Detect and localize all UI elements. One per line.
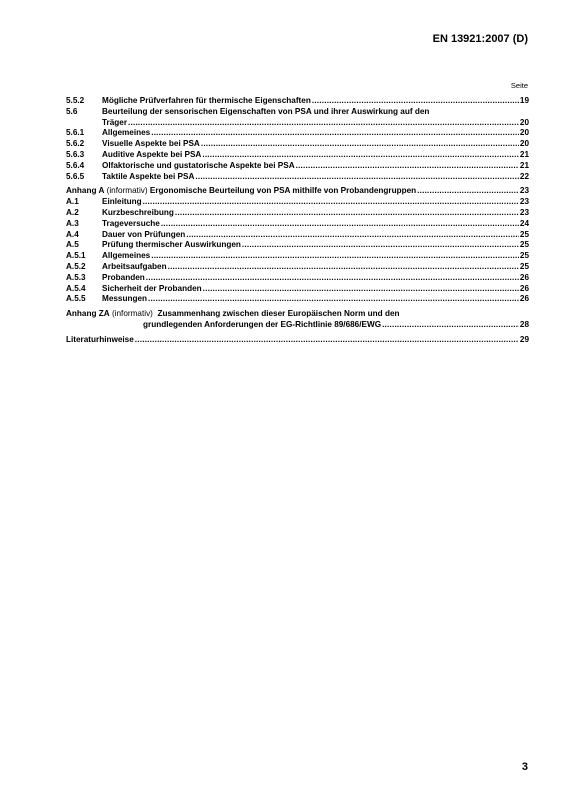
toc-title: Auditive Aspekte bei PSA	[102, 149, 202, 159]
toc-page: 21	[519, 149, 529, 159]
toc-number: A.3	[66, 218, 79, 228]
annex-informative-text: (informativ)	[111, 309, 153, 319]
toc-title: Literaturhinweise	[66, 334, 134, 344]
toc-number: A.5.3	[66, 272, 86, 282]
toc-number: A.5.5	[66, 294, 86, 304]
toc-number: 5.6.1	[66, 128, 85, 138]
leader-dots	[203, 284, 519, 295]
leader-dots	[146, 273, 519, 284]
leader-dots	[168, 262, 519, 273]
toc-number: A.4	[66, 229, 79, 239]
toc-page: 23	[519, 207, 529, 217]
toc-title: Arbeitsaufgaben	[102, 261, 167, 271]
annex-prefix: Anhang ZA	[66, 309, 110, 319]
toc-title: Kurzbeschreibung	[102, 207, 174, 217]
toc-entry-5-6-3[interactable]	[66, 150, 529, 161]
toc-entry-a-5-4[interactable]	[66, 284, 529, 295]
toc-number: 5.6.2	[66, 139, 85, 149]
toc-entry-a-1[interactable]	[66, 197, 529, 208]
toc-entry-a-5[interactable]	[66, 240, 529, 251]
toc-page: 23	[519, 186, 529, 196]
leader-dots	[195, 172, 519, 183]
toc-entry-annex-za[interactable]	[66, 309, 529, 331]
leader-dots	[417, 186, 519, 197]
toc-page: 22	[519, 171, 529, 181]
toc-number: A.2	[66, 207, 79, 217]
leader-dots	[143, 197, 519, 208]
toc-entry-annex-a[interactable]	[66, 186, 529, 197]
toc-page: 25	[519, 229, 529, 239]
toc-title: Trageversuche	[102, 218, 160, 228]
toc-number: A.5.1	[66, 251, 86, 261]
annex-informative-text: (informativ)	[106, 186, 148, 196]
toc-number: A.5.2	[66, 261, 86, 271]
toc-page: 23	[519, 197, 529, 207]
toc-entry-a-5-3[interactable]	[66, 273, 529, 284]
table-of-contents	[66, 96, 529, 346]
annex-prefix: Anhang A	[66, 186, 105, 196]
toc-entry-5-6-1[interactable]	[66, 128, 529, 139]
toc-page: 26	[519, 294, 529, 304]
toc-title-line1: Beurteilung der sensorischen Eigenschaften von PSA und ihrer Auswirkung auf den	[102, 106, 430, 116]
toc-title: Ergonomische Beurteilung von PSA mithilfe von Probandengruppen	[149, 186, 417, 196]
toc-entry-a-2[interactable]	[66, 208, 529, 219]
seite-label: Seite	[510, 81, 528, 90]
toc-title: Allgemeines	[102, 128, 151, 138]
toc-title: Dauer von Prüfungen	[102, 229, 186, 239]
toc-entry-a-5-2[interactable]	[66, 262, 529, 273]
toc-page: 24	[519, 218, 529, 228]
leader-dots	[201, 139, 519, 150]
toc-number: A.5.4	[66, 283, 86, 293]
toc-entry-5-6[interactable]	[66, 107, 529, 129]
toc-page: 25	[519, 251, 529, 261]
leader-dots	[242, 240, 519, 251]
toc-entry-5-5-2[interactable]	[66, 96, 529, 107]
annex-informative	[104, 186, 150, 197]
leader-dots	[296, 161, 519, 172]
leader-dots	[382, 320, 519, 331]
leader-dots	[151, 128, 519, 139]
page-number: 3	[521, 761, 528, 773]
toc-title: Einleitung	[102, 197, 142, 207]
toc-title: grundlegenden Anforderungen der EG-Richtlinie 89/686/EWG	[143, 319, 382, 329]
toc-title: Messungen	[102, 294, 148, 304]
toc-entry-a-4[interactable]	[66, 230, 529, 241]
toc-entry-a-3[interactable]	[66, 219, 529, 230]
leader-dots	[175, 208, 519, 219]
toc-entry-literature[interactable]	[66, 335, 529, 346]
leader-dots	[186, 230, 519, 241]
leader-dots	[148, 294, 519, 305]
toc-number: 5.6	[66, 106, 78, 116]
toc-page: 20	[519, 139, 529, 149]
toc-page: 25	[519, 261, 529, 271]
toc-page: 29	[519, 334, 529, 344]
toc-title: Probanden	[102, 272, 145, 282]
annex-informative	[110, 309, 158, 320]
toc-title: Allgemeines	[102, 251, 151, 261]
toc-page: 26	[519, 283, 529, 293]
leader-dots	[151, 251, 519, 262]
leader-dots	[202, 150, 519, 161]
toc-entry-a-5-5[interactable]	[66, 294, 529, 305]
toc-page: 25	[519, 240, 529, 250]
toc-number: A.5	[66, 240, 79, 250]
toc-page: 28	[519, 319, 529, 329]
toc-entry-a-5-1[interactable]	[66, 251, 529, 262]
toc-entry-5-6-4[interactable]	[66, 161, 529, 172]
toc-number: A.1	[66, 197, 79, 207]
toc-number: 5.6.4	[66, 160, 85, 170]
toc-page: 26	[519, 272, 529, 282]
leader-dots	[161, 219, 519, 230]
toc-page: 20	[519, 117, 529, 127]
leader-dots	[135, 335, 519, 346]
toc-entry-5-6-2[interactable]	[66, 139, 529, 150]
toc-title: Olfaktorische und gustatorische Aspekte bei PSA	[102, 160, 295, 170]
toc-title: Mögliche Prüfverfahren für thermische Eigenschaften	[102, 96, 311, 105]
leader-dots	[128, 118, 519, 129]
toc-number: 5.6.5	[66, 171, 85, 181]
toc-page: 21	[519, 160, 529, 170]
toc-entry-5-6-5[interactable]	[66, 172, 529, 183]
toc-title: Prüfung thermischer Auswirkungen	[102, 240, 241, 250]
document-id: EN 13921:2007 (D)	[432, 33, 528, 45]
toc-title: Taktile Aspekte bei PSA	[102, 171, 195, 181]
toc-page: 19	[519, 96, 529, 105]
toc-title: Visuelle Aspekte bei PSA	[102, 139, 200, 149]
toc-title-line1: Zusammenhang zwischen dieser Europäischen Norm und den	[157, 309, 400, 319]
toc-number: 5.5.2	[66, 96, 85, 105]
toc-title: Sicherheit der Probanden	[102, 283, 202, 293]
toc-page: 20	[519, 128, 529, 138]
toc-number: 5.6.3	[66, 149, 85, 159]
leader-dots	[312, 96, 519, 107]
toc-title: Träger	[102, 117, 128, 127]
